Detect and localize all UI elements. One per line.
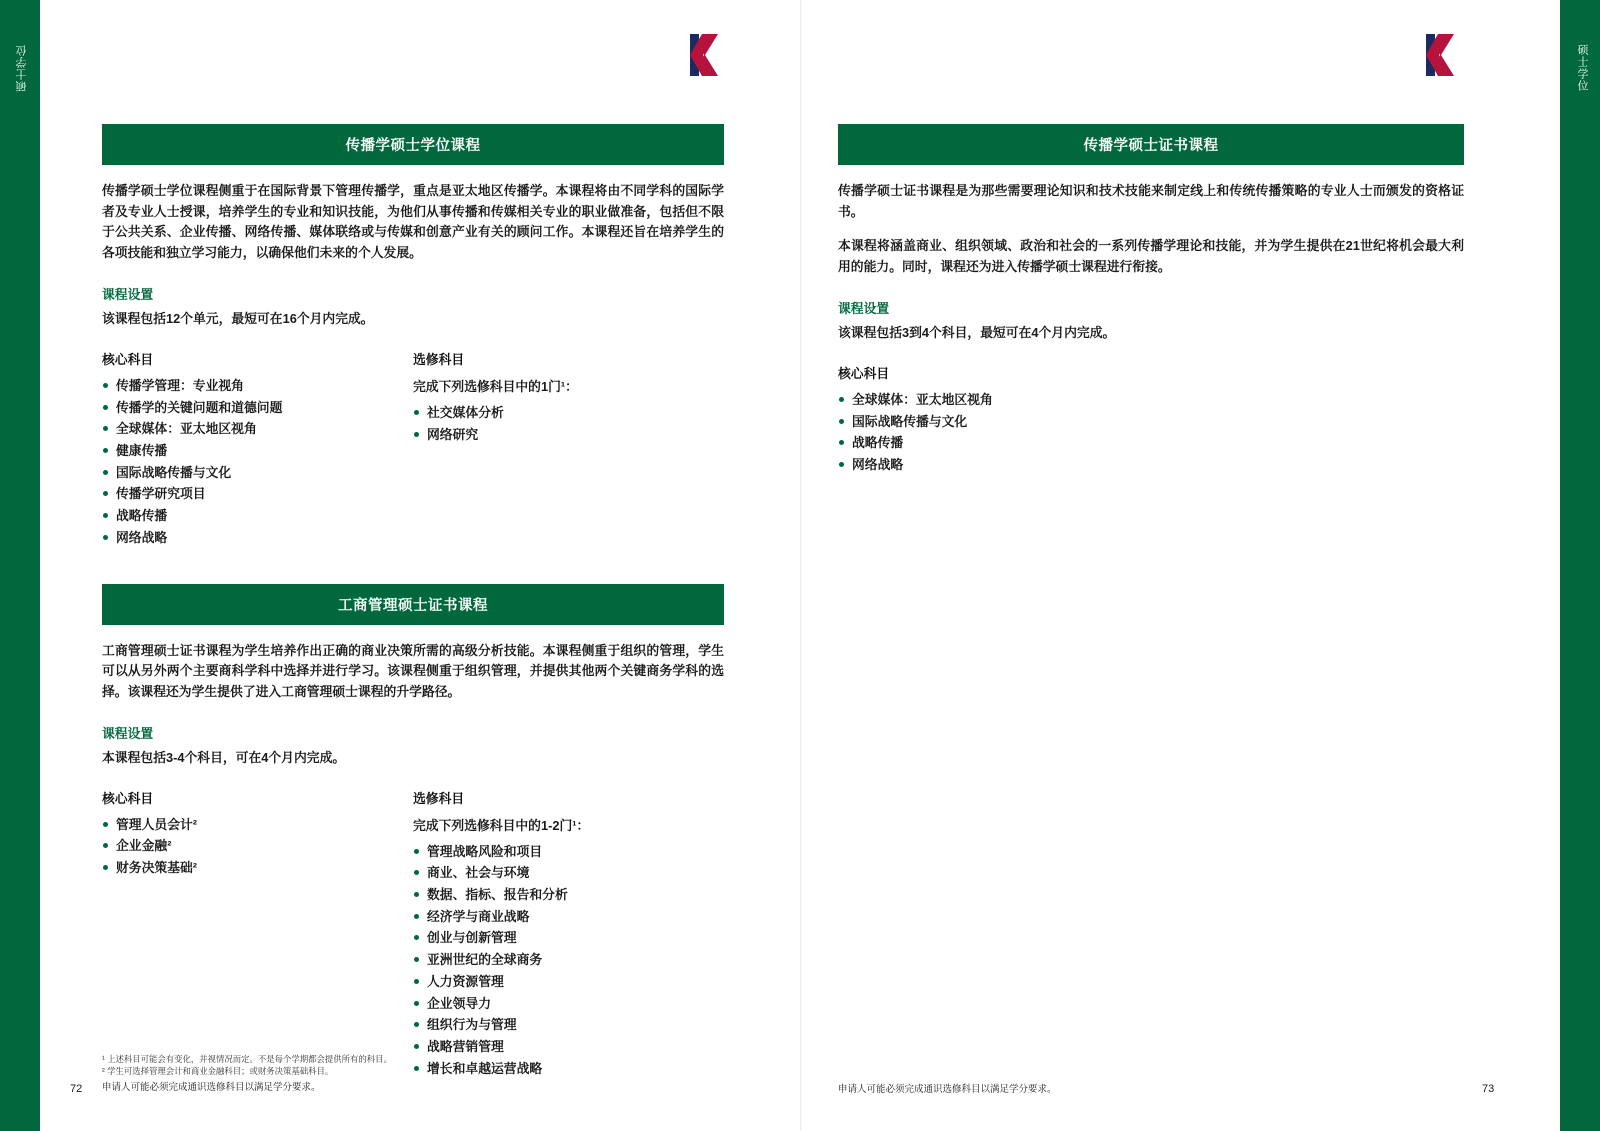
list-item: 健康传播 xyxy=(102,441,399,461)
elective-subjects-title: 选修科目 xyxy=(413,790,465,806)
list-item: 战略传播 xyxy=(838,433,1137,453)
list-item: 商业、社会与环境 xyxy=(413,863,710,883)
course-setup-heading: 课程设置 xyxy=(102,725,154,741)
section-paragraph: 工商管理硕士证书课程为学生培养作出正确的商业决策所需的高级分析技能。本课程侧重于组织的管理，学生可以从另外两个主要商科学科中选择并进行学习。该课程侧重于组织管理，并提供其他两个关键商务学科的选择。该课程还为学生提供了进入工商管理硕士课程的升学路径。 xyxy=(102,642,724,699)
course-setup-heading: 课程设置 xyxy=(102,286,154,302)
course-setup-note: 该课程包括12个单元，最短可在16个月内完成。 xyxy=(102,310,374,326)
left-page-column xyxy=(102,124,724,1114)
course-setup-note: 该课程包括3到4个科目，最短可在4个月内完成。 xyxy=(838,324,1116,340)
list-item: 创业与创新管理 xyxy=(413,928,710,948)
list-item: 数据、指标、报告和分析 xyxy=(413,885,710,905)
footnote-credit-note: 申请人可能必须完成通识选修科目以满足学分要求。 xyxy=(102,1081,321,1093)
list-item: 国际战略传播与文化 xyxy=(838,412,1137,432)
list-item: 全球媒体：亚太地区视角 xyxy=(838,390,1137,410)
elective-subjects-block xyxy=(413,349,724,550)
page-number-left: 72 xyxy=(70,1083,83,1095)
section-paragraph: 传播学硕士证书课程是为那些需要理论知识和技术技能来制定线上和传统传播策略的专业人士而颁发的资格证书。 xyxy=(838,183,1464,219)
list-item: 亚洲世纪的全球商务 xyxy=(413,950,710,970)
left-side-band xyxy=(0,0,40,1131)
list-item: 战略传播 xyxy=(102,506,399,526)
page-gutter xyxy=(800,0,802,1131)
elective-subjects-list xyxy=(413,403,710,444)
section-title: 传播学硕士学位课程 xyxy=(102,124,724,165)
core-subjects-block xyxy=(838,363,1151,477)
list-item: 传播学的关键问题和道德问题 xyxy=(102,398,399,418)
list-item: 社交媒体分析 xyxy=(413,403,710,423)
list-item: 企业金融² xyxy=(102,836,399,856)
list-item: 管理战略风险和项目 xyxy=(413,842,710,862)
left-footnotes xyxy=(102,1053,742,1095)
left-band-label: 硕士学位 xyxy=(16,44,28,92)
elective-subjects-intro: 完成下列选修科目中的1门¹： xyxy=(413,378,578,394)
list-item: 财务决策基础² xyxy=(102,858,399,878)
list-item: 企业领导力 xyxy=(413,994,710,1014)
core-subjects-list xyxy=(102,815,399,878)
page-number-right: 73 xyxy=(1482,1083,1495,1095)
core-subjects-title: 核心科目 xyxy=(102,351,154,367)
list-item: 人力资源管理 xyxy=(413,972,710,992)
core-subjects-list xyxy=(838,390,1137,475)
elective-subjects-intro: 完成下列选修科目中的1-2门¹： xyxy=(413,817,590,833)
core-subjects-title: 核心科目 xyxy=(838,365,890,381)
list-item: 网络研究 xyxy=(413,425,710,445)
course-setup-note: 本课程包括3-4个科目，可在4个月内完成。 xyxy=(102,749,346,765)
course-setup-heading: 课程设置 xyxy=(838,300,890,316)
right-footnotes xyxy=(838,1081,1458,1095)
right-band-label: 硕士学位 xyxy=(1576,44,1588,92)
section-paragraph: 本课程将涵盖商业、组织领域、政治和社会的一系列传播学理论和技能，并为学生提供在21世纪将机会最大利用的能力。同时，课程还为进入传播学硕士课程进行衔接。 xyxy=(838,238,1464,275)
list-item: 全球媒体：亚太地区视角 xyxy=(102,419,399,439)
section-paragraph: 传播学硕士学位课程侧重于在国际背景下管理传播学，重点是亚太地区传播学。本课程将由不同学科的国际学者及专业人士授课，培养学生的专业和知识技能，为他们从事传播和传媒相关专业的职业做准备，包括但不限于公共关系、企业传播、网络传播、媒体联络或与传媒和创意产业有关的顾问工作。本课程还旨在培养学生的各项技能和独立学习能力，以确保他们未来的个人发展。 xyxy=(102,183,724,261)
core-subjects-list xyxy=(102,376,399,548)
core-subjects-block xyxy=(102,788,413,1081)
footnote-1: ¹ 上述科目可能会有变化，并视情况而定。不是每个学期都会提供所有的科目。 xyxy=(102,1053,392,1064)
list-item: 传播学管理：专业视角 xyxy=(102,376,399,396)
program-section-comm-cert xyxy=(838,124,1464,477)
list-item: 管理人员会计² xyxy=(102,815,399,835)
program-section-mba-cert xyxy=(102,584,724,1081)
core-subjects-title: 核心科目 xyxy=(102,790,154,806)
section-title: 传播学硕士证书课程 xyxy=(838,124,1464,165)
list-item: 增长和卓越运营战略 xyxy=(413,1059,710,1079)
core-subjects-block xyxy=(102,349,413,550)
list-item: 国际战略传播与文化 xyxy=(102,463,399,483)
list-item: 战略营销管理 xyxy=(413,1037,710,1057)
section-title: 工商管理硕士证书课程 xyxy=(102,584,724,625)
elective-subjects-list xyxy=(413,842,710,1079)
footnote-2: ² 学生可选择管理会计和商业金融科目；或财务决策基础科目。 xyxy=(102,1066,334,1077)
core-subjects-spacer xyxy=(1151,363,1464,477)
right-page-column xyxy=(838,124,1464,511)
footnote-credit-note: 申请人可能必须完成通识选修科目以满足学分要求。 xyxy=(838,1084,1057,1095)
list-item: 网络战略 xyxy=(838,455,1137,475)
kaplan-logo-icon xyxy=(688,32,730,78)
program-section-comm-master xyxy=(102,124,724,550)
elective-subjects-block xyxy=(413,788,724,1081)
right-side-band xyxy=(1560,0,1600,1131)
kaplan-logo-icon-right xyxy=(1424,32,1466,78)
list-item: 组织行为与管理 xyxy=(413,1015,710,1035)
list-item: 传播学研究项目 xyxy=(102,484,399,504)
elective-subjects-title: 选修科目 xyxy=(413,351,465,367)
list-item: 经济学与商业战略 xyxy=(413,907,710,927)
list-item: 网络战略 xyxy=(102,528,399,548)
